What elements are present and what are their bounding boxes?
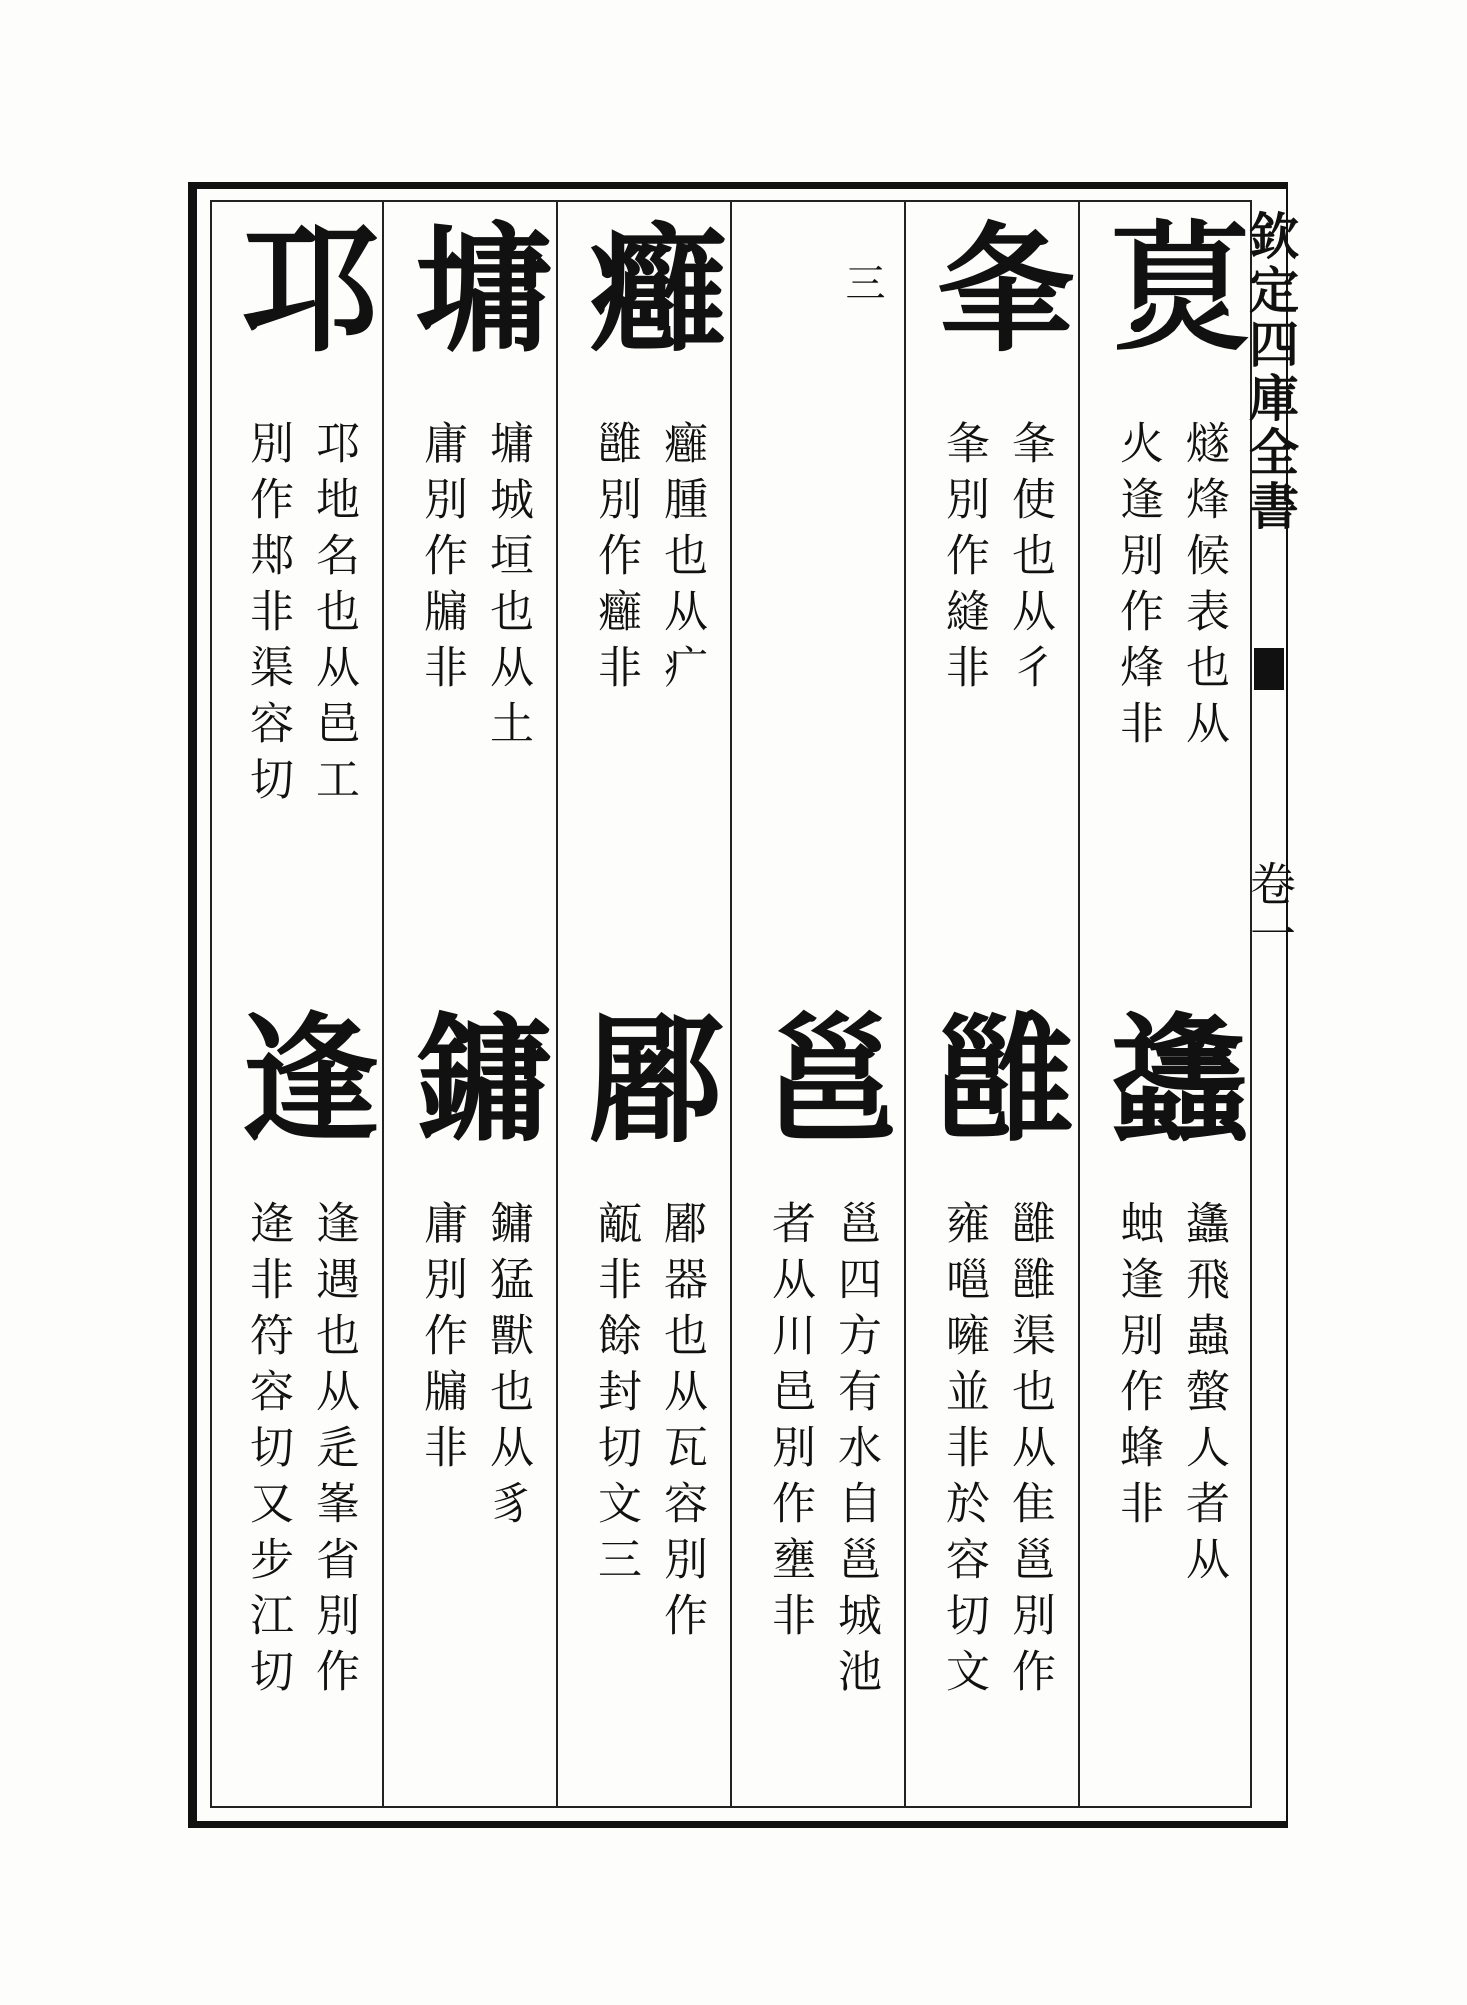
seal-character: 雝 (936, 998, 1069, 1161)
gloss-line: 癰腫也从疒 (656, 420, 707, 700)
seal-character: 逢 (240, 998, 373, 1161)
gloss-line: 雍嗈噰並非於容切文 (938, 1200, 989, 1704)
gloss-line: 甋非餘封切文三 (590, 1200, 641, 1592)
gloss-line: 者从川邑別作壅非 (764, 1200, 815, 1648)
seal-character: 邛 (240, 208, 373, 371)
gloss-line: 雝雝渠也从隹邕別作 (1004, 1200, 1055, 1704)
gloss-line: 雝別作癰非 (590, 420, 641, 700)
gloss-line: 䖵逢別作蜂非 (1112, 1200, 1163, 1536)
column-divider (904, 202, 906, 1806)
gloss-line: 逄非符容切又步江切 (242, 1200, 293, 1704)
gloss-line: 鏞猛獸也从豸 (482, 1200, 533, 1536)
fishtail-mark (1254, 648, 1284, 690)
seal-character: 鏞 (414, 998, 547, 1161)
column-divider (730, 202, 732, 1806)
book-title: 欽定四庫全書 (1241, 210, 1300, 534)
gloss-line: 逢遇也从辵峯省別作 (308, 1200, 359, 1704)
volume-number: 卷一 (1243, 860, 1297, 960)
gloss-line: 夆別作縫非 (938, 420, 989, 700)
column-divider (1078, 202, 1080, 1806)
seal-character: 癰 (588, 208, 721, 371)
column-divider (382, 202, 384, 1806)
gloss-line: 燧烽候表也从 (1178, 420, 1229, 756)
gloss-line: 火逢別作烽非 (1112, 420, 1163, 756)
column-divider (556, 202, 558, 1806)
gloss-line: 墉城垣也从土 (482, 420, 533, 756)
seal-character: 邕 (762, 998, 895, 1161)
seal-character: 𤊾 (1110, 208, 1243, 371)
gloss-line: 夆使也从彳 (1004, 420, 1055, 700)
seal-character: 䣝 (588, 998, 721, 1161)
gloss-line: 䣝器也从瓦容別作 (656, 1200, 707, 1648)
seal-character: 墉 (414, 208, 547, 371)
seal-character: 蠭 (1110, 998, 1243, 1161)
section-marker: 三 (839, 262, 885, 306)
gloss-line: 庸別作牖非 (416, 420, 467, 700)
gloss-line: 邛地名也从邑工 (308, 420, 359, 812)
gloss-line: 邕四方有水自邕城池 (830, 1200, 881, 1704)
seal-character: 夆 (936, 208, 1069, 371)
gloss-line: 蠭飛蟲螫人者从 (1178, 1200, 1229, 1592)
gloss-line: 庸別作牖非 (416, 1200, 467, 1480)
gloss-line: 別作䢼非渠容切 (242, 420, 293, 812)
